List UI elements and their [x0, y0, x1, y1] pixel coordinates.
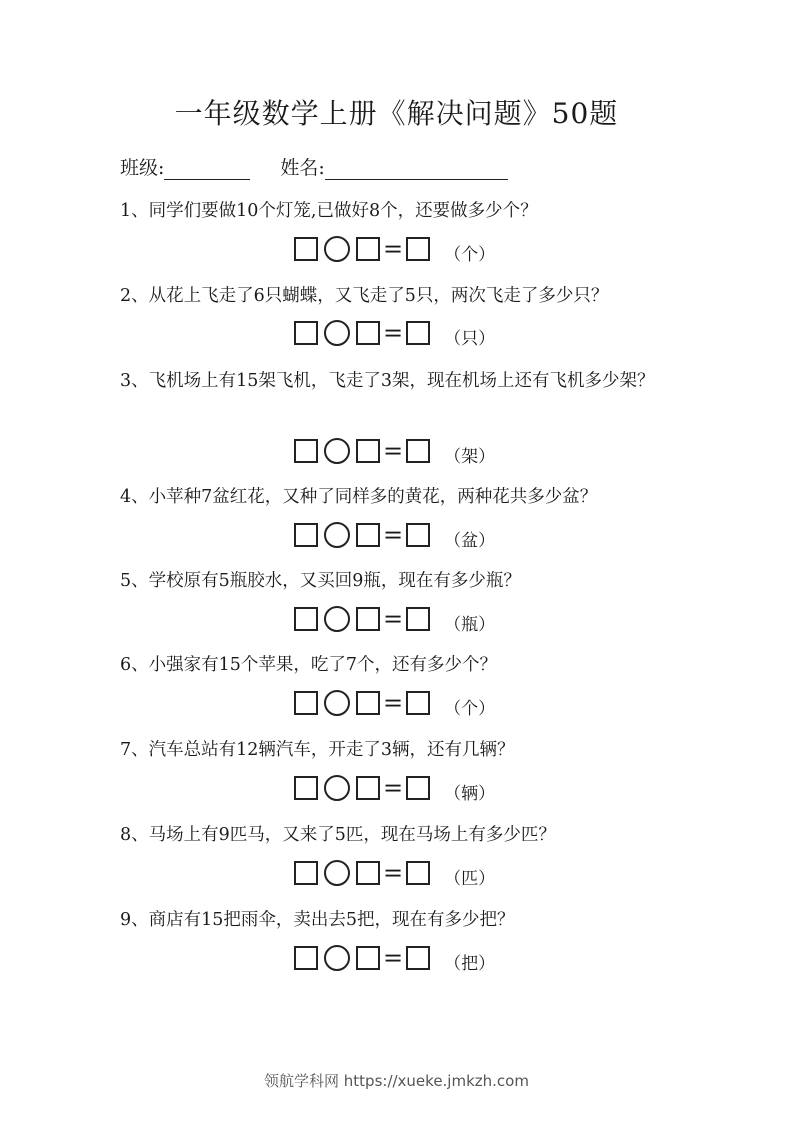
student-info: [120, 153, 508, 180]
unit-label: （盆）: [444, 530, 496, 551]
answer-box[interactable]: [356, 946, 380, 970]
answer-box[interactable]: [294, 439, 318, 463]
equals-sign: =: [383, 521, 404, 549]
unit-label: （只）: [444, 328, 496, 349]
result-box[interactable]: [406, 607, 430, 631]
answer-box[interactable]: [356, 861, 380, 885]
equals-sign: =: [383, 437, 404, 465]
equation-row: [294, 318, 495, 348]
unit-label: （个）: [444, 244, 496, 265]
operator-circle[interactable]: [324, 236, 350, 262]
equals-sign: =: [383, 774, 404, 802]
equation-row: [294, 773, 495, 803]
unit-label: （辆）: [444, 783, 496, 804]
operator-circle[interactable]: [324, 320, 350, 346]
answer-box[interactable]: [356, 523, 380, 547]
answer-box[interactable]: [356, 321, 380, 345]
result-box[interactable]: [406, 946, 430, 970]
unit-label: （架）: [444, 446, 496, 467]
answer-box[interactable]: [294, 321, 318, 345]
question-text: 9、商店有15把雨伞，卖出去5把，现在有多少把？: [120, 910, 515, 930]
class-blank[interactable]: [164, 157, 250, 180]
question-text: 7、汽车总站有12辆汽车，开走了3辆，还有几辆？: [120, 740, 515, 760]
answer-box[interactable]: [356, 776, 380, 800]
answer-box[interactable]: [294, 776, 318, 800]
result-box[interactable]: [406, 439, 430, 463]
question-text: 1、同学们要做10个灯笼,已做好8个，还要做多少个？: [120, 201, 538, 221]
answer-box[interactable]: [356, 691, 380, 715]
name-blank[interactable]: [325, 157, 508, 180]
name-label: 姓名:: [280, 157, 325, 179]
equals-sign: =: [383, 944, 404, 972]
equals-sign: =: [383, 605, 404, 633]
equation-row: [294, 520, 495, 550]
class-label: 班级:: [120, 157, 165, 179]
result-box[interactable]: [406, 776, 430, 800]
equation-row: [294, 688, 495, 718]
operator-circle[interactable]: [324, 775, 350, 801]
unit-label: （把）: [444, 953, 496, 974]
answer-box[interactable]: [356, 607, 380, 631]
unit-label: （瓶）: [444, 614, 496, 635]
answer-box[interactable]: [294, 523, 318, 547]
question-text: 3、飞机场上有15架飞机，飞走了3架，现在机场上还有飞机多少架？: [120, 371, 655, 391]
equation-row: [294, 234, 495, 264]
answer-box[interactable]: [294, 861, 318, 885]
page-title: 一年级数学上册《解决问题》50题: [174, 97, 619, 130]
unit-label: （匹）: [444, 868, 496, 889]
answer-box[interactable]: [356, 439, 380, 463]
operator-circle[interactable]: [324, 860, 350, 886]
result-box[interactable]: [406, 691, 430, 715]
answer-box[interactable]: [294, 237, 318, 261]
equation-row: [294, 858, 495, 888]
operator-circle[interactable]: [324, 945, 350, 971]
question-text: 8、马场上有9匹马，又来了5匹，现在马场上有多少匹？: [120, 825, 556, 845]
question-text: 4、小苹种7盆红花，又种了同样多的黄花，两种花共多少盆？: [120, 487, 598, 507]
answer-box[interactable]: [294, 607, 318, 631]
operator-circle[interactable]: [324, 606, 350, 632]
equals-sign: =: [383, 235, 404, 263]
footer-watermark: 领航学科网 https://xueke.jmkzh.com: [264, 1072, 529, 1090]
equation-row: [294, 943, 495, 973]
result-box[interactable]: [406, 321, 430, 345]
result-box[interactable]: [406, 237, 430, 261]
operator-circle[interactable]: [324, 438, 350, 464]
answer-box[interactable]: [294, 946, 318, 970]
result-box[interactable]: [406, 861, 430, 885]
equals-sign: =: [383, 859, 404, 887]
equation-row: [294, 436, 495, 466]
question-text: 5、学校原有5瓶胶水，又买回9瓶，现在有多少瓶？: [120, 571, 521, 591]
answer-box[interactable]: [294, 691, 318, 715]
result-box[interactable]: [406, 523, 430, 547]
equals-sign: =: [383, 689, 404, 717]
answer-box[interactable]: [356, 237, 380, 261]
question-text: 2、从花上飞走了6只蝴蝶，又飞走了5只，两次飞走了多少只？: [120, 286, 609, 306]
equation-row: [294, 604, 495, 634]
operator-circle[interactable]: [324, 522, 350, 548]
operator-circle[interactable]: [324, 690, 350, 716]
question-text: 6、小强家有15个苹果，吃了7个，还有多少个？: [120, 655, 498, 675]
unit-label: （个）: [444, 698, 496, 719]
equals-sign: =: [383, 319, 404, 347]
